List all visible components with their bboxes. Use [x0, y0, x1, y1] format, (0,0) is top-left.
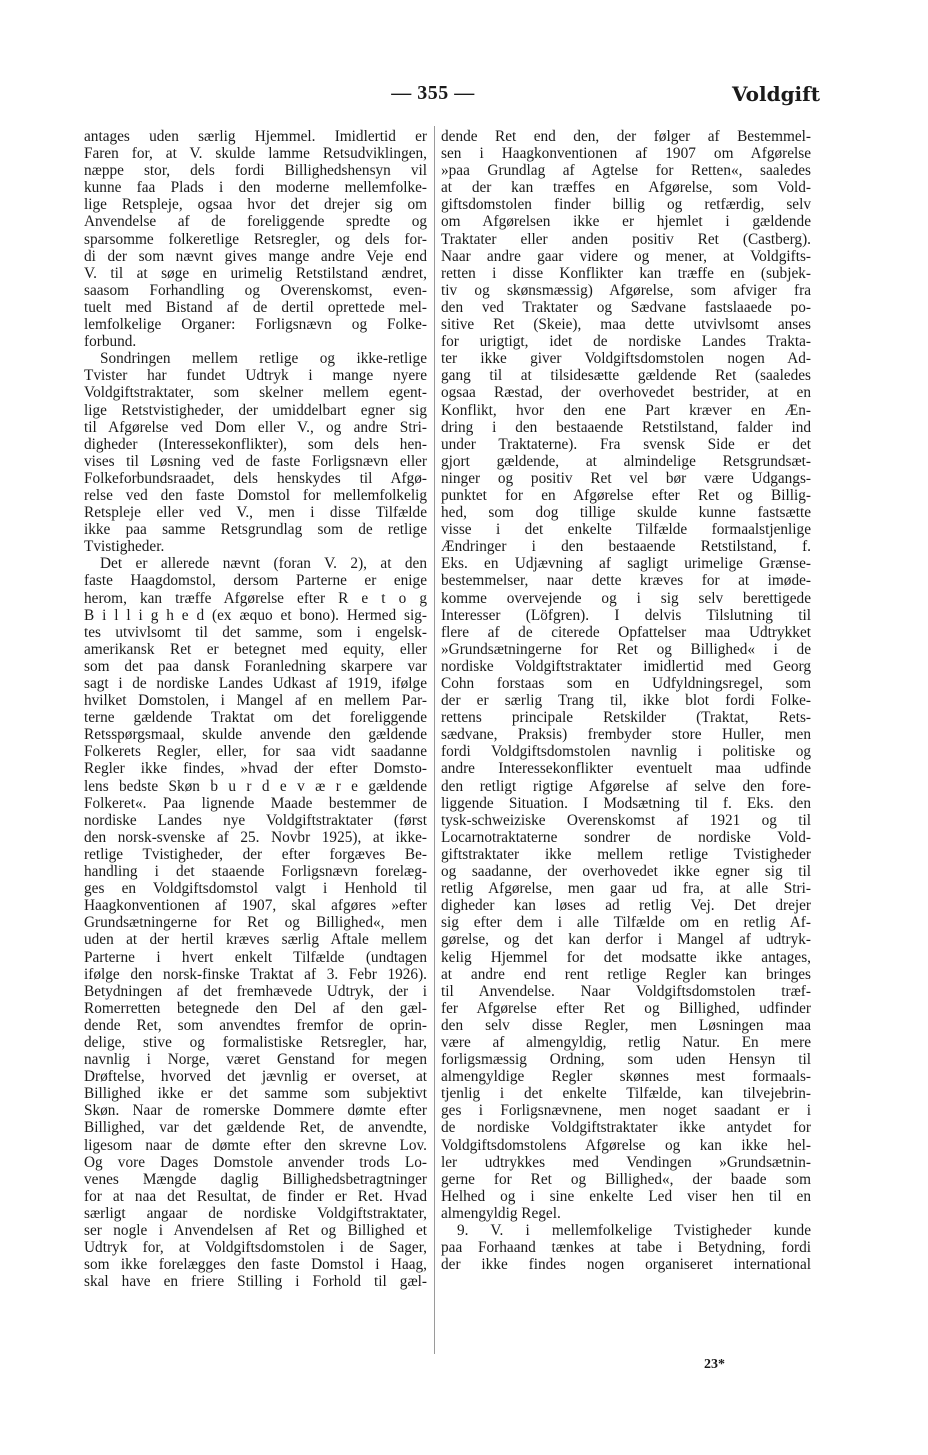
text-line: ler udtrykkes med Vendingen »Grundsætnin- — [441, 1153, 811, 1171]
text-line: punktet for en Afgørelse efter Ret og Billig- — [441, 486, 811, 504]
text-line: dende Ret end den, der følger af Bestemmel- — [441, 128, 811, 145]
text-line: kunne faa Plads i den moderne mellemfolke- — [84, 179, 427, 197]
text-line: skal have en friere Stilling i Forhold til gæl- — [84, 1273, 427, 1291]
text-line: Voldgiftstraktater, som skelner mellem egent- — [84, 384, 427, 402]
text-line: Parterne i hvert enkelt Tilfælde (undtagen — [84, 948, 427, 966]
text-line: almengyldige Regler skønnes mest formaals- — [441, 1068, 811, 1086]
text-line: lemfolkelige Organer: Forligsnævn og Folke- — [84, 316, 427, 334]
text-line: sagt i de nordiske Landes Udkast af 1919, ifølge — [84, 675, 427, 692]
text-line: Folkerets Regler, eller, for saa vidt saadanne — [84, 743, 427, 761]
text-line: lige Retstvistigheder, der umiddelbart egner sig — [84, 401, 427, 419]
text-line: giftstraktater ikke mellem retlige Tvistigheder — [441, 845, 811, 863]
text-line: amerikansk Ret er betegnet med equity, eller — [84, 640, 427, 658]
text-line: saasom Forhandling og Overenskomst, even- — [84, 281, 427, 299]
text-line: Tvistigheder. — [84, 538, 165, 556]
text-line: gørelse, og det kan derfor i Mangel af udtryk- — [441, 931, 811, 949]
text-line: ikke paa samme Retsgrundlag som de retlige — [84, 521, 427, 539]
text-line: di der som nævnt gives mange andre Veje end — [84, 247, 427, 265]
text-line: »Grundsætningerne for Ret og Billighed« i de — [441, 640, 811, 658]
text-line: lige Retspleje, ogsaa hvor det drejer sig om — [84, 196, 427, 214]
text-line: at andre end rent retlige Regler kan bringes — [441, 965, 811, 983]
text-line: retlig Afgørelse, men gaar ud fra, at alle Stri- — [441, 880, 811, 898]
text-line: og saadanne, der overhovedet ikke egner sig til — [441, 863, 811, 881]
text-line: Romerretten betegnede den Del af den gæl- — [84, 999, 427, 1017]
text-line: Anvendelse af de foreliggende spredte og — [84, 213, 427, 231]
text-line: Betydningen af det fremhævede Udtryk, der i — [84, 982, 427, 1000]
running-title: Voldgift — [731, 82, 820, 106]
text-line: 9. V. i mellemfolkelige Tvistigheder kunde — [457, 1222, 811, 1239]
text-line: særligt angaar de nordiske Voldgiftstraktater, — [84, 1204, 427, 1222]
text-line: Voldgiftsdomstolens Afgørelse og kan ikke hel- — [441, 1136, 811, 1154]
text-line: gerne for Ret og Billighed«, der baade som — [441, 1170, 811, 1188]
text-line: tjenlig i det enkelte Tilfælde, kan tilvejebrin- — [441, 1085, 811, 1103]
text-line: Tvister har fundet Udtryk i mange nyere — [84, 367, 427, 385]
text-line: Regler ikke findes, »hvad der efter Domsto- — [84, 760, 427, 778]
text-line: der ikke findes nogen organiseret international — [441, 1256, 811, 1274]
text-line: navnlig i Norge, været Genstand for megen — [84, 1051, 427, 1069]
text-line: dende Ret, som anvendtes fremfor de oprin- — [84, 1016, 427, 1034]
text-line: Udtryk for, at Voldgiftsdomstolen i de Sager, — [84, 1239, 427, 1257]
text-line: næppe stor, dels fordi Billighedshensyn vil — [84, 162, 427, 180]
text-line: »paa Grundlag af Agtelse for Retten«, saaledes — [441, 162, 811, 180]
text-line: Skøn. Naar de romerske Dommere dømte efter — [84, 1102, 427, 1120]
text-line: Cohn forstaas som en Udfyldningsregel, som — [441, 675, 811, 692]
text-line: Konflikt, hvor den ene Part kræver en Æn- — [441, 401, 811, 419]
text-line: Folkeforbundsraadet, dels henskydes til Afgø- — [84, 469, 427, 487]
text-line: fordi Voldgiftsdomstolen navnlig i politiske og — [441, 743, 811, 761]
text-line: ser nogle i Anvendelsen af Ret og Billighed et — [84, 1222, 427, 1239]
text-line: være af almengyldig, retlig Natur. En mere — [441, 1033, 811, 1051]
text-line: flere af de citerede Opfattelser maa Udtrykket — [441, 623, 811, 641]
text-line: relse ved den faste Domstol for mellemfolkelig — [84, 486, 427, 504]
text-line: sparsomme folkeretlige Retsregler, og dels for- — [84, 230, 427, 248]
text-line: til Afgørelse ved Dom eller V., og andre Stri- — [84, 418, 427, 436]
text-line: for urigtigt, idet de nordiske Landes Trakta- — [441, 333, 811, 351]
text-line: terne gældende Traktat om det foreliggende — [84, 709, 427, 727]
page-header — [0, 80, 928, 114]
text-line: den retligt rigtige Afgørelse af selve den fore- — [441, 777, 811, 795]
text-line: Sondringen mellem retlige og ikke-retlige — [100, 350, 427, 368]
right-text-column — [441, 128, 811, 1273]
text-line: bestemmelser, naar dette kræves for at imøde- — [441, 572, 811, 590]
text-line: Haagkonventionen af 1907, skal afgøres »efter — [84, 897, 427, 915]
text-line: den selv disse Regler, men Løsningen maa — [441, 1016, 811, 1034]
text-line: Billighed ikke er det samme som subjektivt — [84, 1085, 427, 1103]
text-line: Traktater eller anden positiv Ret (Castberg). — [441, 230, 811, 248]
text-line: Interesser (Löfgren). I delvis Tilslutning til — [441, 606, 811, 624]
text-line: rettens principale Retskilder (Traktat, Rets- — [441, 709, 811, 727]
text-line: der er særlig Trang til, ikke blot fordi Folke- — [441, 692, 811, 710]
text-line: gjort gældende, at almindelige Retsgrundsæt- — [441, 452, 811, 470]
text-line: herom, kan træffe Afgørelse efter R e t o g — [84, 589, 427, 607]
text-line: sitive Ret (Skeie), maa dette utvivlsomt anses — [441, 316, 811, 334]
text-line: til Anvendelse. Naar Voldgiftsdomstolen træf- — [441, 982, 811, 1000]
text-line: Folkeret«. Paa lignende Maade bestemmer de — [84, 794, 427, 812]
text-line: som ikke forelægges den faste Domstol i Haag, — [84, 1256, 427, 1274]
text-line: lens bedste Skøn b u r d e v æ r e gældende — [84, 777, 427, 795]
text-line: sig efter dem i alle Tilfælde om en retlig Af- — [441, 914, 811, 932]
text-line: ges i Forligsnævnene, men noget saadant er i — [441, 1102, 811, 1120]
text-line: kelig Hjemmel for det modsatte ikke antages, — [441, 948, 811, 966]
text-line: Helhed og i sine enkelte Led viser hen til en — [441, 1187, 811, 1205]
text-line: Faren for, at V. skulde lamme Retsudviklingen, — [84, 145, 427, 163]
text-line: hvilket Domstolen, i Mangel af en mellem Par- — [84, 692, 427, 710]
text-line: nordiske Landes nye Voldgiftstraktater (først — [84, 811, 427, 829]
text-line: Ændringer i den bestaaende Retstilstand, f. — [441, 538, 811, 556]
text-line: at der kan træffes en Afgørelse, som Vold- — [441, 179, 811, 197]
text-line: dring i den bestaaende Retstilstand, falder ind — [441, 418, 811, 436]
text-line: Drøftelse, hvorved det jævnlig er overset, at — [84, 1068, 427, 1086]
text-line: den ved Traktater og Sædvane fastslaaede po- — [441, 298, 811, 316]
text-line: handling i det staaende Forligsnævn forelæg- — [84, 863, 427, 881]
text-line: Eks. en Udjævning af sagligt urimelige Grænse- — [441, 555, 811, 573]
text-line: ter ikke giver Voldgiftsdomstolen nogen Ad- — [441, 350, 811, 368]
text-line: som det paa dansk Foranledning skarpere var — [84, 657, 427, 675]
text-line: fer Afgørelse efter Ret og Billighed, udfinder — [441, 999, 811, 1017]
text-line: andre Interessekonflikter eventuelt maa udfinde — [441, 760, 811, 778]
text-line: Retspleje eller ved V., men i disse Tilfælde — [84, 504, 427, 522]
text-line: tiv og skønsmæssig) Afgørelse, som afviger fra — [441, 281, 811, 299]
text-line: faste Haagdomstol, dersom Parterne er enige — [84, 572, 427, 590]
text-line: komme overvejende og i sig selv berettigede — [441, 589, 811, 607]
text-line: de nordiske Voldgiftstraktater ikke antydet for — [441, 1119, 811, 1137]
text-line: digheder kan løses ad retlig Vej. Det drejer — [441, 897, 811, 915]
text-line: visse i det enkelte Tilfælde formaalstjenlige — [441, 521, 811, 539]
text-line: ligesom naar de dømte efter den skrevne Lov. — [84, 1136, 427, 1154]
text-line: vises til Løsning ved de faste Forligsnævn eller — [84, 452, 427, 470]
text-line: for at naa det Resultat, de finder er Ret. Hvad — [84, 1187, 427, 1205]
page-number: — 355 — — [391, 82, 475, 104]
text-line: Naar andre gaar videre og mener, at Voldgifts- — [441, 247, 811, 265]
text-line: uden at der hertil kræves særlig Aftale mellem — [84, 931, 427, 949]
text-line: tuelt med Bistand af de dertil oprettede mel- — [84, 298, 427, 316]
text-line: V. til at søge en urimelig Retstilstand ændret, — [84, 264, 427, 282]
text-line: almengyldig Regel. — [441, 1204, 561, 1222]
text-line: Locarnotraktaterne sondrer de nordiske Vold- — [441, 828, 811, 846]
text-line: den norsk-svenske af 25. Novbr 1925), at ikke- — [84, 828, 427, 846]
text-line: paa Forhaand tænkes at tabe i Betydning, fordi — [441, 1239, 811, 1257]
text-line: sædvane, Praksis) frembyder store Huller, men — [441, 726, 811, 744]
text-line: liggende Situation. I Modsætning til f. Eks. den — [441, 794, 811, 812]
text-line: Det er allerede nævnt (foran V. 2), at den — [100, 555, 427, 573]
signature-mark: 23* — [704, 1357, 725, 1372]
text-line: nordiske Voldgiftstraktater imidlertid med Georg — [441, 657, 811, 675]
text-line: B i l l i g h e d (ex æquo et bono). Hermed sig- — [84, 606, 427, 624]
text-line: giftsdomstolen finder billig og retfærdig, selv — [441, 196, 811, 214]
text-line: Grundsætningerne for Ret og Billighed«, men — [84, 914, 427, 932]
left-text-column — [84, 128, 427, 1290]
text-line: retten i disse Konflikter kan træffe en (subjek- — [441, 264, 811, 282]
text-line: ges en Voldgiftsdomstol valgt i Henhold til — [84, 880, 427, 898]
text-line: venes Mængde daglig Billighedsbetragtninger — [84, 1170, 427, 1188]
text-line: forbund. — [84, 333, 137, 351]
text-line: sen i Haagkonventionen af 1907 om Afgørelse — [441, 145, 811, 163]
text-line: Og vore Dages Domstole anvender trods Lo- — [84, 1153, 427, 1171]
text-line: forligsmæssig Ordning, som uden Hensyn til — [441, 1051, 811, 1069]
text-line: delige, stive og formalistiske Retsregler, har, — [84, 1033, 427, 1051]
text-line: retlige Tvistigheder, der efter forgæves Be- — [84, 845, 427, 863]
text-line: Billighed, var det gældende Ret, de anvendte, — [84, 1119, 427, 1137]
text-line: ogsaa Ræstad, der overhovedet bestrider, at en — [441, 384, 811, 402]
text-line: antages uden særlig Hjemmel. Imidlertid er — [84, 128, 427, 145]
column-divider — [434, 126, 435, 1354]
text-line: Retsspørgsmaal, skulde anvende den gældende — [84, 726, 427, 744]
text-line: under Traktaterne). Fra svensk Side er det — [441, 435, 811, 453]
text-line: hed, som dog tillige skulde kunne fastsætte — [441, 504, 811, 522]
text-line: tysk-schweiziske Overenskomst af 1921 og til — [441, 811, 811, 829]
text-line: gang til at tilsidesætte gældende Ret (saaledes — [441, 367, 811, 385]
text-line: digheder (Interessekonflikter), som dels hen- — [84, 435, 427, 453]
text-line: tes utvivlsomt til det samme, som i engelsk- — [84, 623, 427, 641]
text-line: ifølge den norsk-finske Traktat af 3. Febr 1926). — [84, 965, 427, 983]
text-line: ninger og positiv Ret vel bør være Udgangs- — [441, 469, 811, 487]
text-line: om Afgørelsen ikke er hjemlet i gældende — [441, 213, 811, 231]
